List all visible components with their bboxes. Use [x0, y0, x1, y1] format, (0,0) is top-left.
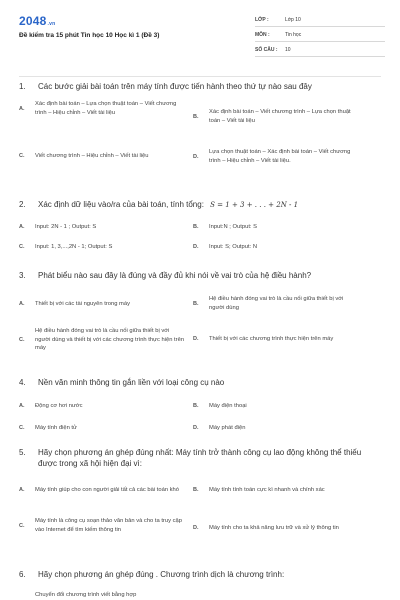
option-letter: A. — [19, 487, 25, 494]
meta-class-label: LỚP : — [255, 17, 269, 23]
option-2a[interactable] — [19, 223, 186, 232]
meta-count-label: SỐ CÂU : — [255, 47, 278, 53]
question-1 — [19, 81, 381, 92]
question-text: Các bước giải bài toán trên máy tính được tiến hành theo thứ tự nào sau đây — [38, 82, 312, 91]
logo-suffix: .vn — [47, 21, 56, 27]
meta-subject-label: MÔN : — [255, 32, 270, 38]
option-letter: A. — [19, 301, 25, 308]
option-1b[interactable] — [193, 108, 360, 125]
question-text: Hãy chọn phương án ghép đúng nhất: Máy tính trở thành công cụ lao động không thể thiếu được trong xã hội hiện đại vì: — [38, 448, 362, 468]
option-text: Máy phát điện — [209, 425, 246, 431]
question-4 — [19, 377, 381, 388]
option-1d[interactable] — [193, 148, 360, 165]
option-3d[interactable] — [193, 335, 360, 344]
option-letter: C. — [19, 425, 25, 432]
meta-class-value: Lớp 10 — [285, 17, 301, 23]
option-text: Lựa chọn thuật toán – Xác định bài toán – Viết chương trình – Hiệu chỉnh – Viết tài liệu. — [209, 149, 351, 164]
option-5a[interactable] — [19, 486, 186, 495]
option-text: Chuyển đổi chương trình viết bằng hợp — [35, 592, 137, 598]
question-2 — [19, 199, 381, 211]
meta-count-value: 10 — [285, 47, 291, 53]
question-text: Nền văn minh thông tin gắn liền với loại công cụ nào — [38, 378, 225, 387]
option-2c[interactable] — [19, 243, 186, 252]
option-text: Input: 1, 3,...,2N - 1; Output: S — [35, 244, 113, 250]
document-title: Đề kiểm tra 15 phút Tin học 10 Học kì 1 (Đề 3) — [19, 32, 160, 39]
question-text: Phát biểu nào sau đây là đúng và đầy đủ khi nói về vai trò của hệ điều hành? — [38, 271, 312, 280]
option-letter: D. — [193, 244, 199, 251]
option-letter: B. — [193, 487, 199, 494]
option-2d[interactable] — [193, 243, 360, 252]
meta-subject — [255, 29, 385, 42]
question-text: Hãy chọn phương án ghép đúng . Chương trình dịch là chương trình: — [38, 570, 285, 579]
page-header — [0, 0, 400, 62]
option-letter: B. — [193, 300, 199, 307]
option-4c[interactable] — [19, 424, 186, 433]
question-number: 1. — [19, 82, 26, 91]
option-text: Máy điện thoại — [209, 403, 247, 409]
question-5 — [19, 447, 381, 469]
option-letter: B. — [193, 113, 199, 120]
option-text: Thiết bị với các tài nguyên trong máy — [35, 301, 130, 307]
option-3a[interactable] — [19, 300, 186, 309]
option-letter: C. — [19, 522, 25, 529]
option-3b[interactable] — [193, 295, 360, 312]
option-text: Input: S; Output: N — [209, 244, 258, 250]
option-text: Máy tính là công cụ soạn thảo văn bản và cho ta truy cập vào Internet để tìm kiếm thông tin — [35, 518, 182, 533]
option-4a[interactable] — [19, 402, 186, 411]
option-text: Thiết bị với các chương trình thực hiện trên máy — [209, 336, 334, 342]
option-letter: C. — [19, 153, 25, 160]
question-6 — [19, 569, 381, 580]
option-text: Viết chương trình – Hiệu chỉnh – Viết tài liệu — [35, 153, 149, 159]
question-number: 4. — [19, 378, 26, 387]
option-5d[interactable] — [193, 524, 360, 533]
meta-count — [255, 44, 385, 57]
option-text: Động cơ hơi nước — [35, 403, 83, 409]
option-letter: A. — [19, 224, 25, 231]
option-text: Xác định bài toán – Lựa chọn thuật toán – Viết chương trình – Hiệu chỉnh – Viết tài liệu — [35, 101, 177, 116]
question-3 — [19, 270, 381, 281]
option-5c[interactable] — [19, 517, 186, 534]
meta-class — [255, 14, 385, 27]
option-letter: D. — [193, 425, 199, 432]
option-3c[interactable] — [19, 327, 186, 353]
question-formula: S = 1 + 3 + . . . + 2N - 1 — [210, 201, 299, 209]
option-letter: B. — [193, 403, 199, 410]
question-number: 2. — [19, 200, 26, 209]
question-text: Xác định dữ liệu vào/ra của bài toán, tính tổng: — [38, 200, 204, 209]
option-5b[interactable] — [193, 486, 360, 495]
option-text: Hệ điều hành đóng vai trò là cầu nối giữa thiết bị với người dùng và thiết bị với các chương trình thực hiện trên máy — [35, 328, 185, 352]
option-text: Input:N ; Output: S — [209, 224, 258, 230]
meta-subject-value: Tin học — [285, 32, 302, 38]
option-text: Máy tính tính toán cực kì nhanh và chính xác — [209, 487, 325, 493]
option-letter: C. — [19, 336, 25, 343]
option-1a[interactable] — [19, 100, 186, 117]
option-letter: D. — [193, 525, 199, 532]
option-letter: D. — [193, 153, 199, 160]
logo-name: 2048 — [19, 14, 47, 28]
site-logo[interactable] — [19, 14, 55, 28]
option-2b[interactable] — [193, 223, 360, 232]
option-text: Máy tính giúp cho con người giải tất cả các bài toán khó — [35, 487, 179, 493]
option-letter: A. — [19, 105, 25, 112]
header-divider — [19, 76, 381, 77]
option-text: Máy tính cho ta khả năng lưu trữ và xử lý thông tin — [209, 525, 339, 531]
option-4d[interactable] — [193, 424, 360, 433]
option-letter: D. — [193, 336, 199, 343]
option-text: Máy tính điện tử — [35, 425, 77, 431]
option-6a[interactable] — [19, 591, 186, 600]
option-1c[interactable] — [19, 152, 186, 161]
question-number: 6. — [19, 570, 26, 579]
option-text: Hệ điều hành đóng vai trò là cầu nối giữa thiết bị với người dùng — [209, 296, 344, 311]
option-letter: A. — [19, 403, 25, 410]
question-number: 3. — [19, 271, 26, 280]
option-letter: C. — [19, 244, 25, 251]
option-4b[interactable] — [193, 402, 360, 411]
option-letter: B. — [193, 224, 199, 231]
question-number: 5. — [19, 448, 26, 457]
option-text: Xác định bài toán – Viết chương trình – Lựa chọn thuật toán – Viết tài liệu — [209, 109, 351, 124]
option-text: Input: 2N - 1 ; Output: S — [35, 224, 97, 230]
